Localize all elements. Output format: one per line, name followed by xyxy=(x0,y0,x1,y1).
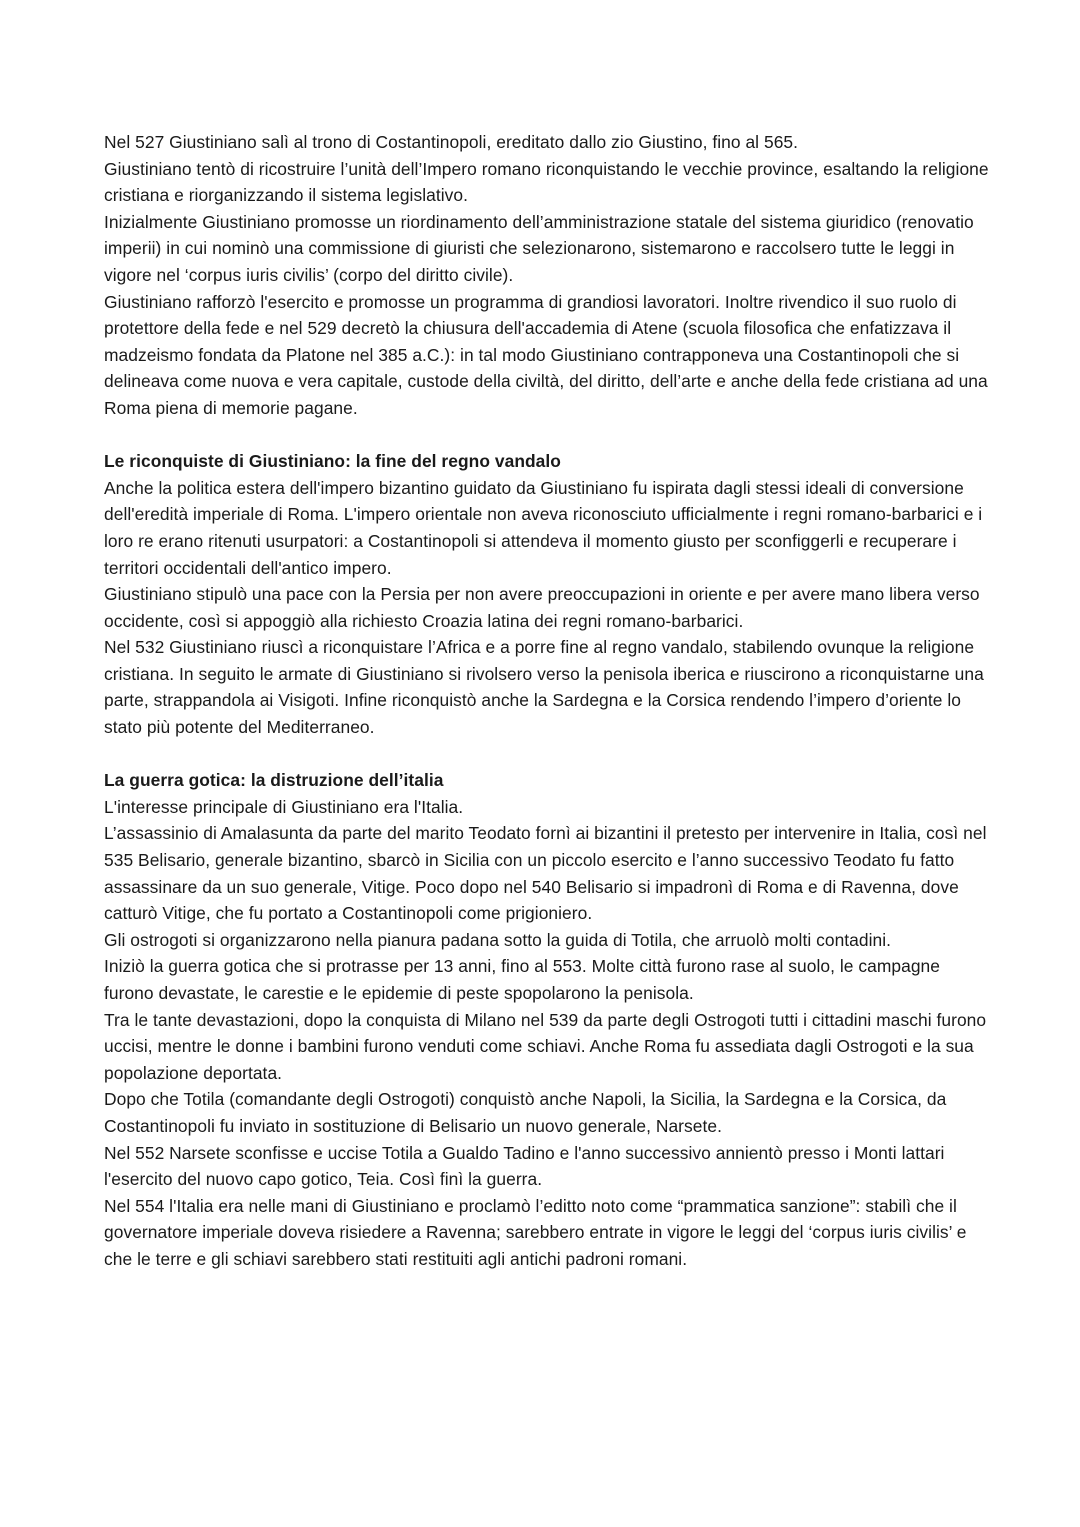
paragraph: Dopo che Totila (comandante degli Ostrogoti) conquistò anche Napoli, la Sicilia, la Sardegna e la Corsica, da Costantinopoli fu inviato in sostituzione di Belisario un nuovo generale, Narsete. xyxy=(104,1089,947,1136)
vandal-section xyxy=(104,448,994,741)
document-page xyxy=(104,129,994,1273)
paragraph: Iniziò la guerra gotica che si protrasse per 13 anni, fino al 553. Molte città furono rase al suolo, le campagne furono devastate, le carestie e le epidemie di peste spopolarono la penisola. xyxy=(104,956,940,1003)
paragraph: L'interesse principale di Giustiniano era l'Italia. xyxy=(104,796,464,817)
gothic-section xyxy=(104,767,994,1272)
paragraph: Nel 552 Narsete sconfisse e uccise Totila a Gualdo Tadino e l'anno successivo annientò presso i Monti lattari l'esercito del nuovo capo gotico, Teia. Così finì la guerra. xyxy=(104,1142,945,1190)
paragraph: Inizialmente Giustiniano promosse un riordinamento dell’amministrazione statale del sistema giuridico (renovatio imperii) in cui nominò una commissione di giuristi che selezionarono, sistemarono e raccolsero tutte le leggi in vigore nel ‘corpus iuris civilis’ (corpo del diritto civile). xyxy=(104,211,974,285)
section-heading: La guerra gotica: la distruzione dell’italia xyxy=(104,770,444,791)
paragraph: Giustiniano stipulò una pace con la Persia per non avere preoccupazioni in oriente e per avere mano libera verso occidente, così si appoggiò alla richiesto Croazia latina dei regni romano-barbarici. xyxy=(104,584,980,631)
paragraph: Gli ostrogoti si organizzarono nella pianura padana sotto la guida di Totila, che arruolò molti contadini. xyxy=(104,929,892,950)
paragraph: Giustiniano tentò di ricostruire l’unità dell’Impero romano riconquistando le vecchie province, esaltando la religione cristiana e riorganizzando il sistema legislativo. xyxy=(104,158,989,206)
paragraph: Nel 554 l'Italia era nelle mani di Giustiniano e proclamò l’editto noto come “prammatica sanzione”: stabilì che il governatore imperiale doveva risiedere a Ravenna; sarebbero entrate in vigore le leggi del ‘corpus iuris civilis’ e che le terre e gli schiavi sarebbero stati restituiti agli antichi padroni romani. xyxy=(104,1195,967,1269)
paragraph: Nel 532 Giustiniano riuscì a riconquistare l’Africa e a porre fine al regno vandalo, stabilendo ovunque la religione cristiana. In seguito le armate di Giustiniano si rivolsero verso la penisola iberica e riuscirono a riconquistarne una parte, strappandola ai Visigoti. Infine riconquistò anche la Sardegna e la Corsica rendendo l’impero d’oriente lo stato più potente del Mediterraneo. xyxy=(104,637,984,738)
paragraph: Anche la politica estera dell'impero bizantino guidato da Giustiniano fu ispirata dagli stessi ideali di conversione dell'eredità imperiale di Roma. L'impero orientale non aveva riconosciuto ufficialmente i regni romano-barbarici e i loro re erano ritenuti usurpatori: a Costantinopoli si attendeva il momento giusto per sconfiggerli e recuperare i territori occidentali dell'antico impero. xyxy=(104,477,983,578)
paragraph: Tra le tante devastazioni, dopo la conquista di Milano nel 539 da parte degli Ostrogoti tutti i cittadini maschi furono uccisi, mentre le donne i bambini furono venduti come schiavi. Anche Roma fu assediata dagli Ostrogoti e la sua popolazione deportata. xyxy=(104,1009,987,1083)
paragraph: Nel 527 Giustiniano salì al trono di Costantinopoli, ereditato dallo zio Giustino, fino al 565. xyxy=(104,132,799,152)
section-heading: Le riconquiste di Giustiniano: la fine del regno vandalo xyxy=(104,451,561,472)
intro-section xyxy=(104,129,994,422)
paragraph: L’assassinio di Amalasunta da parte del marito Teodato fornì ai bizantini il pretesto per intervenire in Italia, così nel 535 Belisario, generale bizantino, sbarcò in Sicilia con un piccolo esercito e l’anno successivo Teodato fu fatto assassinare da un suo generale, Vitige. Poco dopo nel 540 Belisario si impadronì di Roma e di Ravenna, dove catturò Vitige, che fu portato a Costantinopoli come prigioniero. xyxy=(104,823,987,924)
paragraph: Giustiniano rafforzò l'esercito e promosse un programma di grandiosi lavoratori. Inoltre rivendico il suo ruolo di protettore della fede e nel 529 decretò la chiusura dell'accademia di Atene (scuola filosofica che enfatizzava il madzeismo fondata da Platone nel 385 a.C.): in tal modo Giustiniano contrapponeva una Costantinopoli che si delineava come nuova e vera capitale, custode della civiltà, del diritto, dell’arte e anche della fede cristiana ad una Roma piena di memorie pagane. xyxy=(104,291,988,418)
